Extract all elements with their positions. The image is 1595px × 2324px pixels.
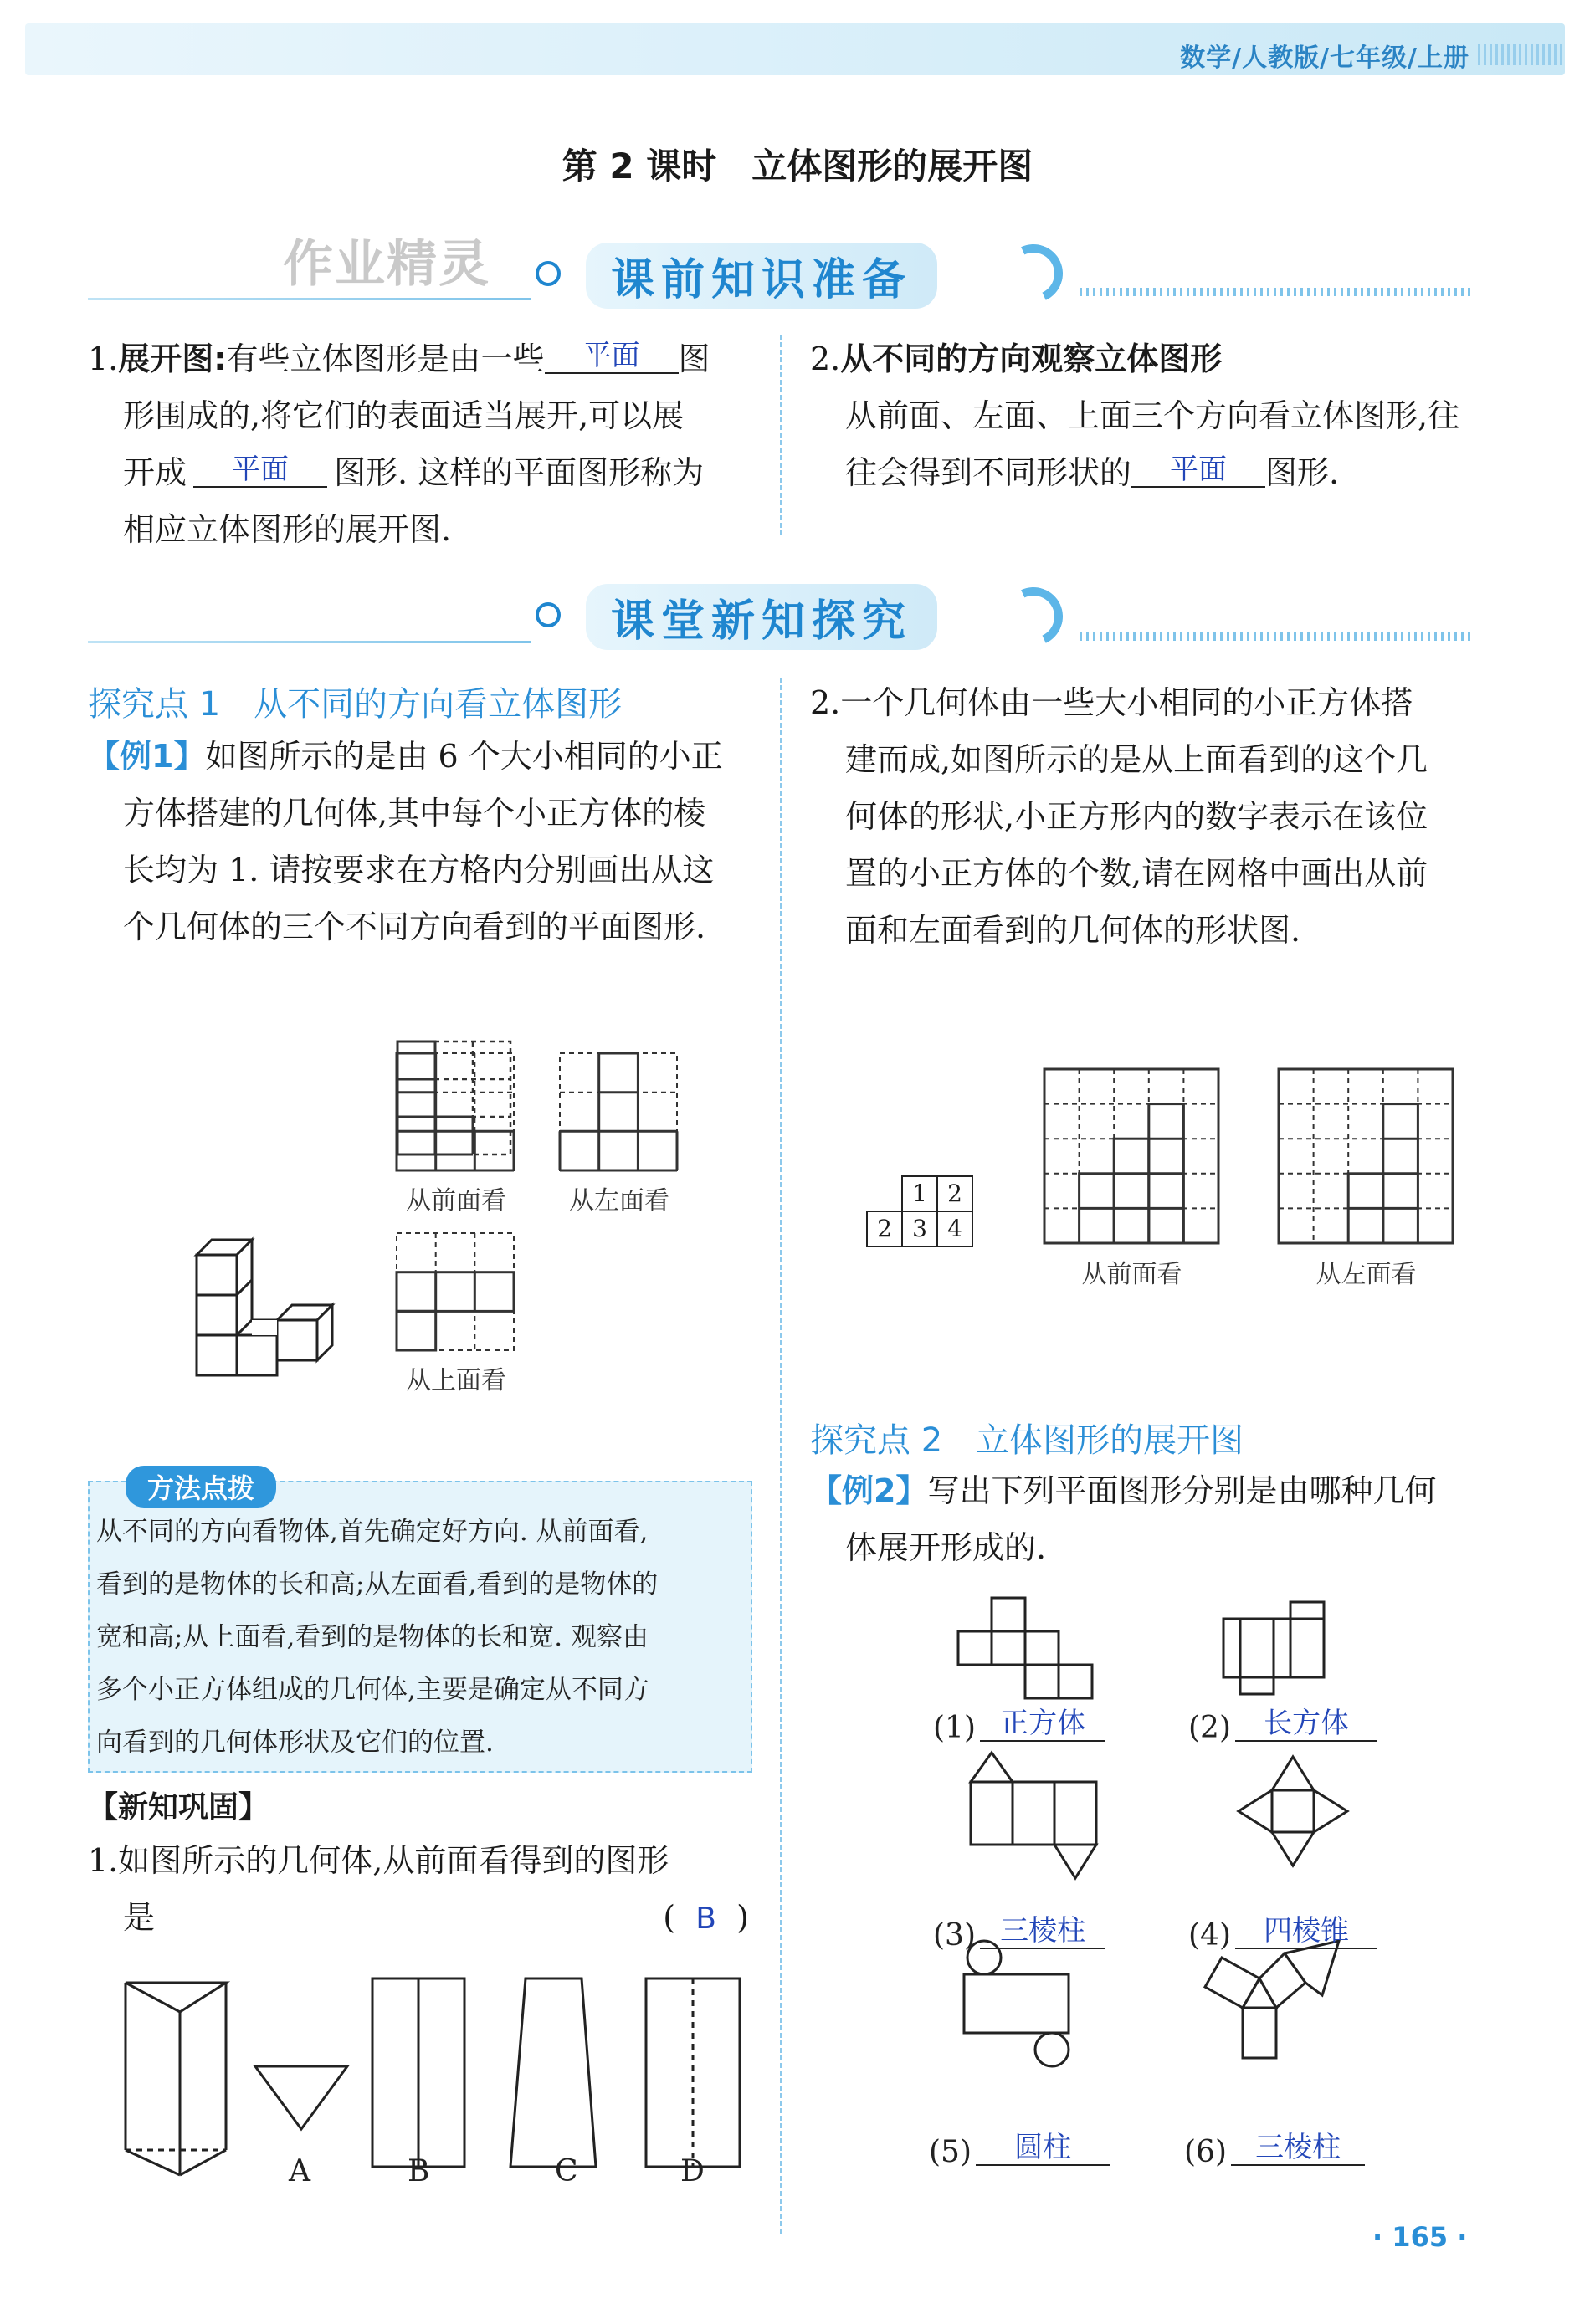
section-dash-right: [1080, 288, 1473, 296]
text-line: 从前面、左面、上面三个方向看立体图形,往: [845, 397, 1460, 434]
item-number: 1.: [88, 1842, 119, 1879]
target-icon: [536, 602, 561, 627]
text: 如图所示的是由 6 个大小相同的小正: [205, 738, 723, 775]
target-icon: [536, 261, 561, 286]
item-label: (1): [933, 1711, 976, 1745]
item-label: (5): [929, 2135, 972, 2169]
q2-front-grid: [1042, 1067, 1222, 1246]
pre-item-1: [88, 330, 749, 558]
method-line: 看到的是物体的长和高;从左面看,看到的是物体的: [96, 1569, 659, 1600]
text-line: 相应立体图形的展开图.: [123, 511, 452, 548]
option-d: D: [680, 2154, 705, 2188]
text: 有些立体图形是由一些: [226, 340, 545, 377]
item-number: 2.: [810, 340, 841, 377]
text-line: 方体搭建的几何体,其中每个小正方体的棱: [123, 795, 706, 832]
top-view-grid: [393, 1230, 519, 1355]
section-title-pre: 课前知识准备: [586, 243, 937, 309]
item-label: (2): [1188, 1711, 1231, 1745]
consolidate-title: 【新知巩固】: [88, 1790, 269, 1825]
text-line: 形围成的,将它们的表面适当展开,可以展: [123, 397, 685, 434]
cell: 2: [866, 1211, 903, 1247]
example-tag: 【例1】: [88, 738, 206, 775]
net-item-3: [933, 1914, 1117, 1954]
item-number: 1.: [88, 340, 119, 377]
net-item-4: [1188, 1914, 1389, 1954]
item-label: (4): [1188, 1918, 1231, 1953]
caption-front: 从前面看: [1081, 1260, 1182, 1289]
text: 开成: [123, 454, 187, 491]
cube-solid: [188, 1230, 339, 1380]
pre-item-2: [810, 330, 1480, 501]
example-2: [810, 1462, 1480, 1576]
question-1: [88, 1832, 749, 1946]
question-2: [810, 674, 1480, 959]
cell: 3: [901, 1211, 938, 1247]
answer-blank: 三棱柱: [1231, 2131, 1365, 2166]
text-line: 何体的形状,小正方形内的数字表示在该位: [845, 798, 1428, 835]
text: 如图所示的几何体,从前面看得到的图形: [118, 1842, 669, 1879]
swirl-icon: [996, 579, 1071, 654]
cell: 1: [901, 1175, 938, 1212]
text: 图: [678, 340, 710, 377]
method-line: 向看到的几何体形状及它们的位置.: [96, 1728, 494, 1758]
page-number: · 165 ·: [1372, 2221, 1468, 2253]
example-tag: 【例2】: [810, 1472, 928, 1509]
q2-left-grid: [1276, 1067, 1456, 1246]
item-label: (3): [933, 1918, 976, 1953]
watermark: 作业精灵: [283, 235, 490, 294]
section-line-left: [88, 298, 531, 300]
text: 写出下列平面图形分别是由哪种几何: [927, 1472, 1437, 1509]
paren: (: [663, 1899, 676, 1936]
text: 一个几何体由一些大小相同的小正方体搭: [840, 684, 1413, 721]
caption-top: 从上面看: [406, 1366, 506, 1395]
answer-blank: 长方体: [1235, 1707, 1377, 1742]
column-divider: [780, 678, 782, 2234]
method-line: 多个小正方体组成的几何体,主要是确定从不同方: [96, 1675, 649, 1705]
text: 往会得到不同形状的: [845, 454, 1132, 491]
method-line: 宽和高;从上面看,看到的是物体的长和宽. 观察由: [96, 1622, 649, 1652]
net-item-6: [1184, 2131, 1385, 2171]
method-tag: 方法点拨: [126, 1466, 276, 1508]
text: 图形. 这样的平面图形称为: [334, 454, 705, 491]
column-divider: [780, 335, 782, 535]
option-a: A: [289, 2154, 310, 2188]
option-c: C: [555, 2154, 578, 2188]
lesson-title: 第 2 课时 立体图形的展开图: [562, 146, 1033, 187]
text-line: 体展开形成的.: [845, 1529, 1047, 1566]
caption-left: 从左面看: [1315, 1260, 1417, 1289]
method-line: 从不同的方向看物体,首先确定好方向. 从前面看,: [96, 1517, 649, 1547]
text-line: 置的小正方体的个数,请在网格中画出从前: [845, 855, 1428, 892]
answer-blank: 圆柱: [976, 2131, 1110, 2166]
text: 是: [123, 1899, 156, 1936]
section-line-left: [88, 641, 531, 643]
net-item-2: [1188, 1707, 1389, 1747]
method-text: [96, 1506, 749, 1769]
answer-blank: 四棱锥: [1235, 1914, 1377, 1949]
explore-2-title: 探究点 2 立体图形的展开图: [810, 1421, 1244, 1460]
header-dots: [1478, 44, 1562, 65]
front-view-grid: [393, 1050, 519, 1175]
term-unfold: 展开图: [118, 340, 214, 377]
caption-left: 从左面看: [569, 1186, 669, 1216]
option-b: B: [408, 2154, 430, 2188]
section-dash-right: [1080, 632, 1473, 641]
text-line: 建而成,如图所示的是从上面看到的这个几: [845, 741, 1428, 778]
example-1: [88, 728, 757, 955]
answer-blank: 三棱柱: [980, 1914, 1105, 1949]
cell: 2: [936, 1175, 973, 1212]
item-number: 2.: [810, 684, 841, 721]
swirl-icon: [996, 236, 1071, 311]
nets-figures: [946, 1589, 1414, 2175]
text: 图形.: [1265, 454, 1340, 491]
text-line: 个几何体的三个不同方向看到的平面图形.: [123, 909, 706, 945]
top-view-number-grid: [866, 1175, 972, 1246]
answer-blank: 正方体: [980, 1707, 1105, 1742]
section-title-class: 课堂新知探究: [586, 584, 937, 650]
item-label: (6): [1184, 2135, 1227, 2169]
net-item-5: [929, 2131, 1130, 2171]
answer-blank: 平面: [1131, 453, 1265, 488]
answer-blank: 平面: [545, 339, 679, 374]
subject-line: 数学/人教版/七年级/上册: [1180, 44, 1469, 73]
term-colon: :: [213, 340, 227, 377]
text-line: 面和左面看到的几何体的形状图.: [845, 912, 1301, 949]
explore-1-title: 探究点 1 从不同的方向看立体图形: [88, 685, 623, 724]
net-item-1: [933, 1707, 1117, 1747]
paren: ): [736, 1899, 749, 1936]
q1-figures: [117, 1966, 770, 2192]
text-line: 长均为 1. 请按要求在方格内分别画出从这: [123, 852, 715, 888]
answer-blank: 平面: [193, 453, 327, 488]
caption-front: 从前面看: [406, 1186, 506, 1216]
cell: 4: [936, 1211, 973, 1247]
term-observe: 从不同的方向观察立体图形: [840, 340, 1223, 377]
answer-choice: B: [695, 1902, 716, 1936]
left-view-grid: [556, 1050, 682, 1175]
